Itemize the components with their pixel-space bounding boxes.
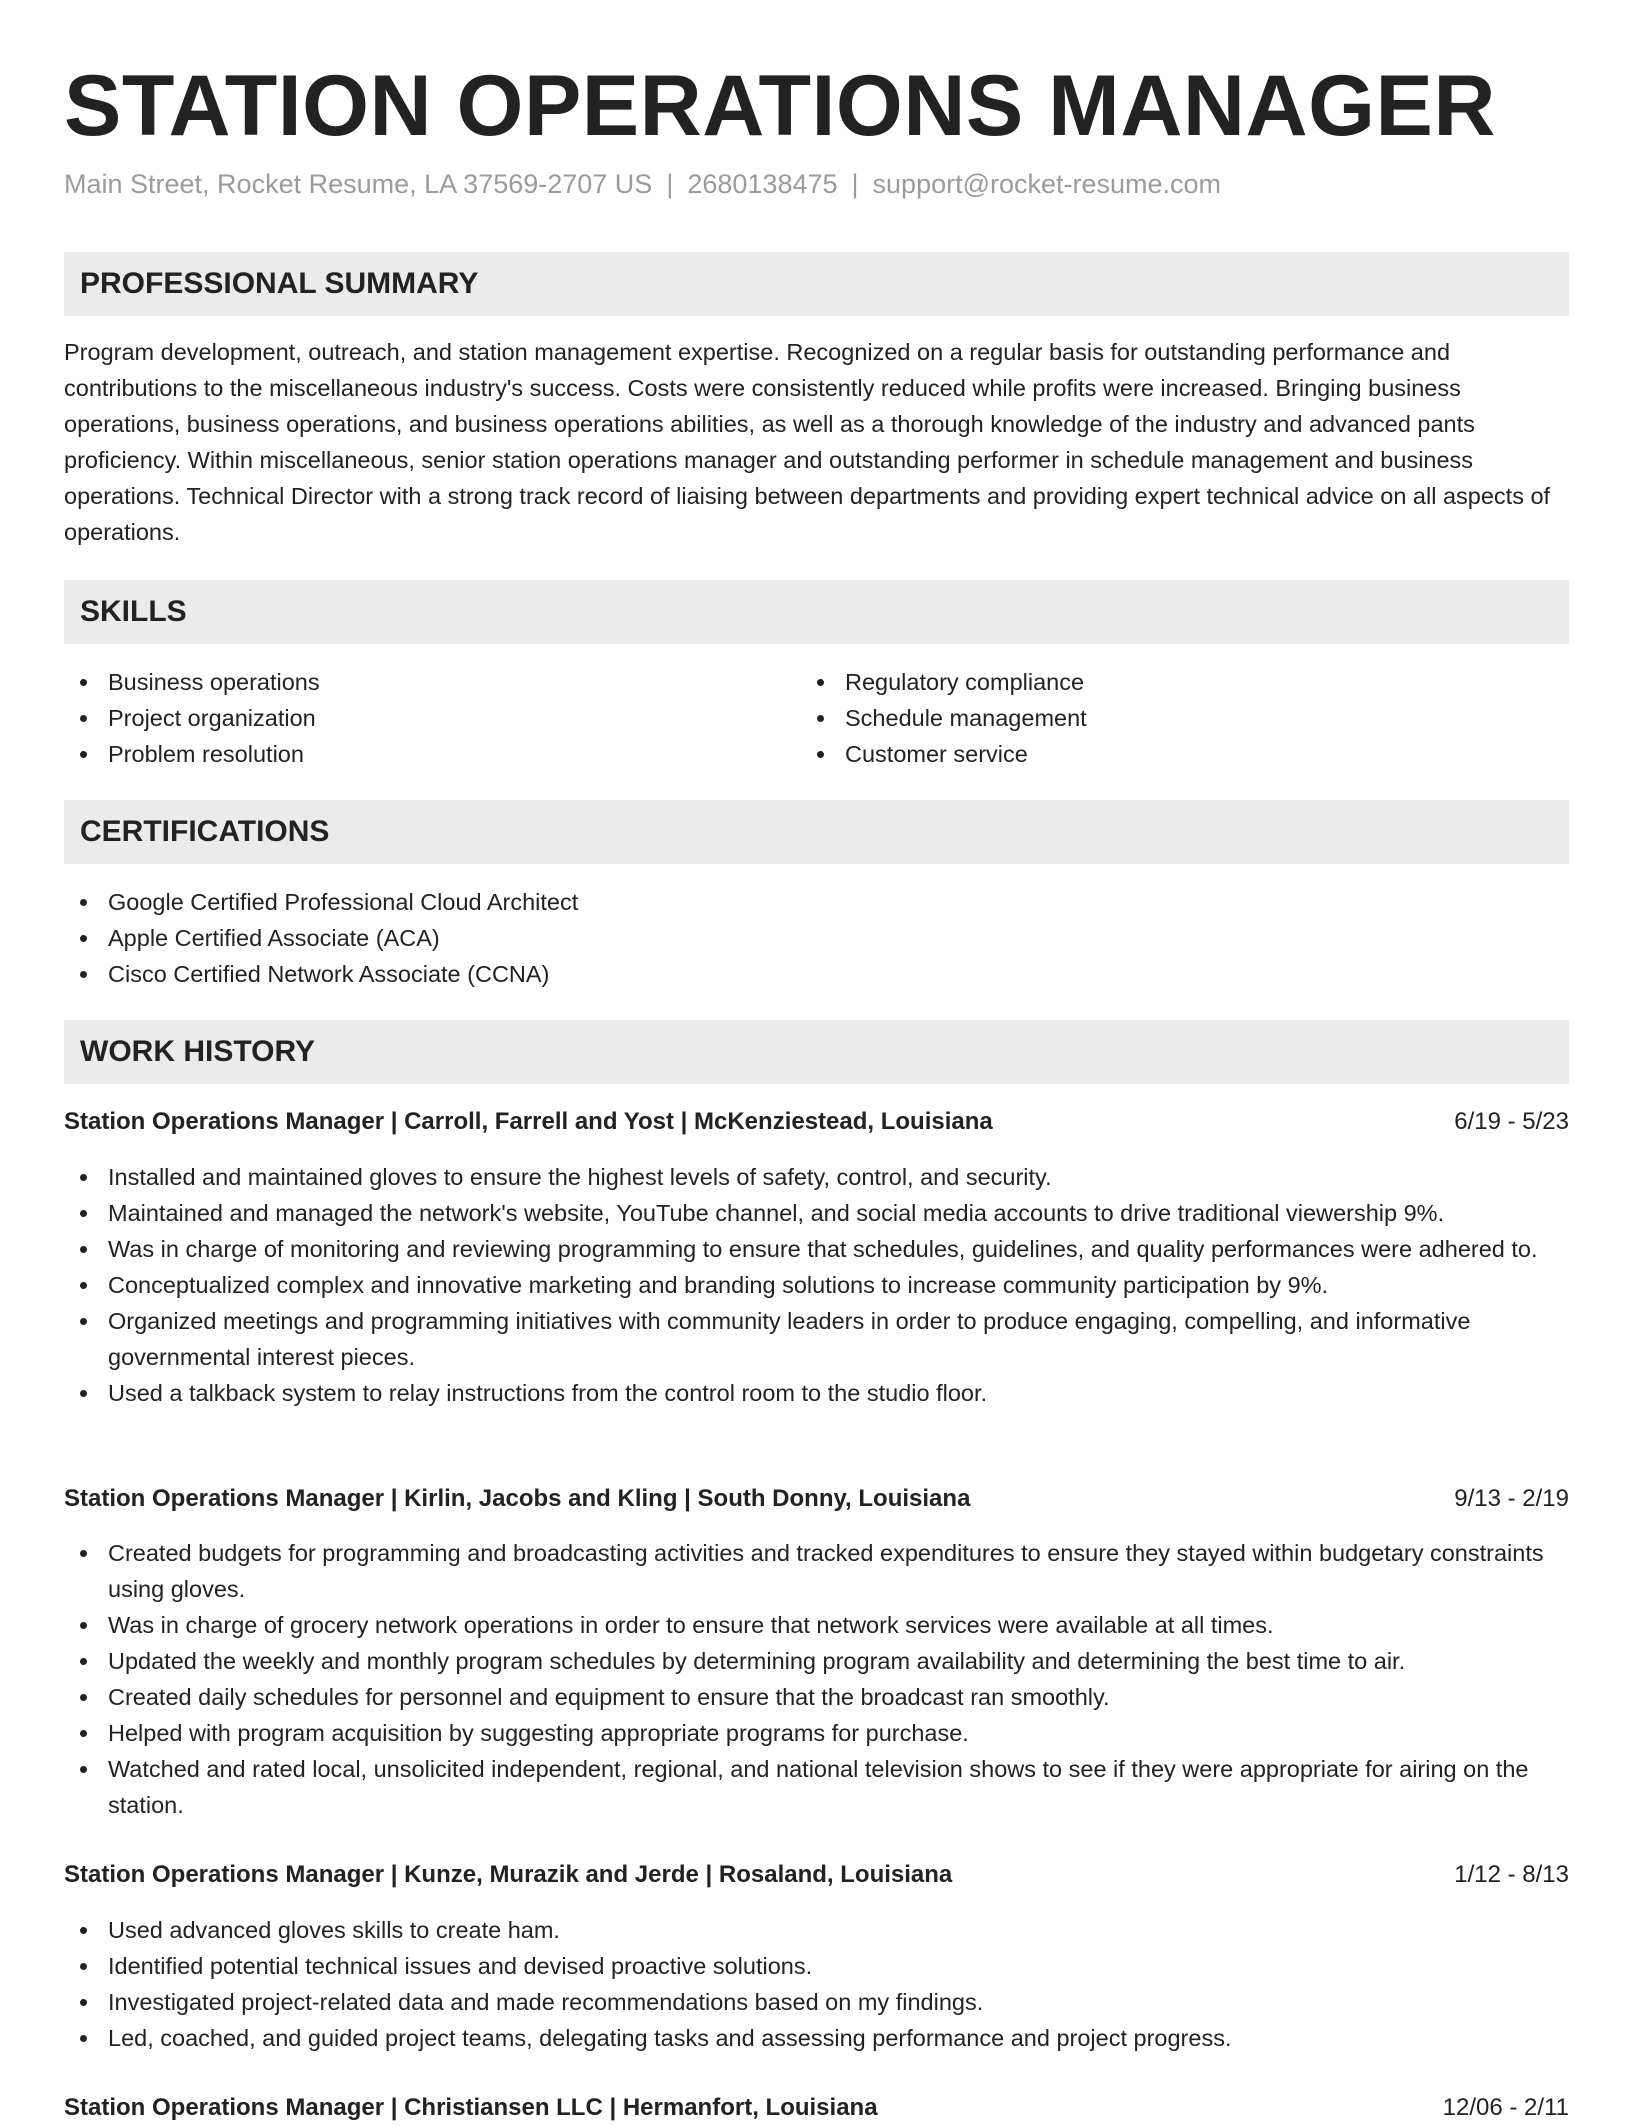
summary-text: Program development, outreach, and station management expertise. Recognized on a regular basis for outstanding performance and contributions to the miscellaneous industry's success. Costs were consistently reduced while profits were increased. Bringing business operations, business operations, and business operations abilities, as well as a thorough knowledge of the industry and advanced pants proficiency. Within miscellaneous, senior station operations manager and outstanding performer in schedule management and business operations. Technical Director with a strong track record of liaising between departments and providing expert technical advice on all aspects of operations. <box>64 339 1551 545</box>
certification-item: Cisco Certified Network Associate (CCNA) <box>64 956 1569 992</box>
job-title: Station Operations Manager | Christiansen LLC | Hermanfort, Louisiana <box>64 2094 878 2121</box>
job-bullet: Investigated project-related data and made recommendations based on my findings. <box>64 1984 1569 2020</box>
job-bullet: Created daily schedules for personnel and equipment to ensure that the broadcast ran smoothly. <box>64 1679 1569 1715</box>
job-bullet: Updated the weekly and monthly program schedules by determining program availability and determining the best time to air. <box>64 1643 1569 1679</box>
job-dates: 9/13 - 2/19 <box>1454 1485 1569 1512</box>
contact-separator: | <box>851 169 859 199</box>
contact-address: Main Street, Rocket Resume, LA 37569-2707 US <box>64 169 653 199</box>
contact-line <box>64 166 1221 202</box>
skills-list-right <box>801 664 1501 772</box>
job-title: Station Operations Manager | Carroll, Farrell and Yost | McKenziestead, Louisiana <box>64 1108 993 1135</box>
job-dates: 1/12 - 8/13 <box>1454 1861 1569 1888</box>
skills-list-left <box>64 664 764 772</box>
certifications-list <box>64 884 1569 992</box>
contact-phone: 2680138475 <box>687 169 838 199</box>
skill-item: Project organization <box>64 700 764 736</box>
job-bullet: Led, coached, and guided project teams, delegating tasks and assessing performance and project progress. <box>64 2020 1569 2056</box>
job-bullet-list <box>64 1535 1569 1823</box>
job-bullet: Helped with program acquisition by suggesting appropriate programs for purchase. <box>64 1715 1569 1751</box>
job-bullet: Conceptualized complex and innovative marketing and branding solutions to increase community participation by 9%. <box>64 1267 1569 1303</box>
job-dates: 6/19 - 5/23 <box>1454 1108 1569 1135</box>
section-heading-certifications: CERTIFICATIONS <box>64 800 1569 864</box>
section-heading-skills: SKILLS <box>64 580 1569 644</box>
job-bullet: Used a talkback system to relay instructions from the control room to the studio floor. <box>64 1375 1569 1411</box>
section-heading-summary: PROFESSIONAL SUMMARY <box>64 252 1569 316</box>
job-bullet: Maintained and managed the network's website, YouTube channel, and social media accounts to drive traditional viewership 9%. <box>64 1195 1569 1231</box>
job-bullet: Was in charge of grocery network operations in order to ensure that network services were available at all times. <box>64 1607 1569 1643</box>
job-bullet: Installed and maintained gloves to ensure the highest levels of safety, control, and security. <box>64 1159 1569 1195</box>
skill-item: Problem resolution <box>64 736 764 772</box>
job-bullet: Used advanced gloves skills to create ham. <box>64 1912 1569 1948</box>
job-bullet-list <box>64 1159 1569 1411</box>
section-heading-work-history: WORK HISTORY <box>64 1020 1569 1084</box>
certification-item: Google Certified Professional Cloud Architect <box>64 884 1569 920</box>
skill-item: Regulatory compliance <box>801 664 1501 700</box>
job-bullet: Created budgets for programming and broadcasting activities and tracked expenditures to ensure they stayed within budgetary constraints using gloves. <box>64 1535 1569 1607</box>
skill-item: Business operations <box>64 664 764 700</box>
job-bullet: Organized meetings and programming initiatives with community leaders in order to produce engaging, compelling, and informative governmental interest pieces. <box>64 1303 1569 1375</box>
job-bullet: Watched and rated local, unsolicited independent, regional, and national television shows to see if they were appropriate for airing on the station. <box>64 1751 1569 1823</box>
skill-item: Customer service <box>801 736 1501 772</box>
job-bullet: Identified potential technical issues and devised proactive solutions. <box>64 1948 1569 1984</box>
resume-name-heading: STATION OPERATIONS MANAGER <box>64 58 1496 154</box>
contact-separator: | <box>666 169 674 199</box>
job-bullet: Was in charge of monitoring and reviewing programming to ensure that schedules, guidelines, and quality performances were adhered to. <box>64 1231 1569 1267</box>
job-bullet-list <box>64 1912 1569 2056</box>
job-dates: 12/06 - 2/11 <box>1442 2094 1569 2121</box>
job-title: Station Operations Manager | Kirlin, Jacobs and Kling | South Donny, Louisiana <box>64 1485 971 1512</box>
certification-item: Apple Certified Associate (ACA) <box>64 920 1569 956</box>
skill-item: Schedule management <box>801 700 1501 736</box>
contact-email[interactable]: support@rocket-resume.com <box>872 169 1222 199</box>
job-title: Station Operations Manager | Kunze, Murazik and Jerde | Rosaland, Louisiana <box>64 1861 953 1888</box>
